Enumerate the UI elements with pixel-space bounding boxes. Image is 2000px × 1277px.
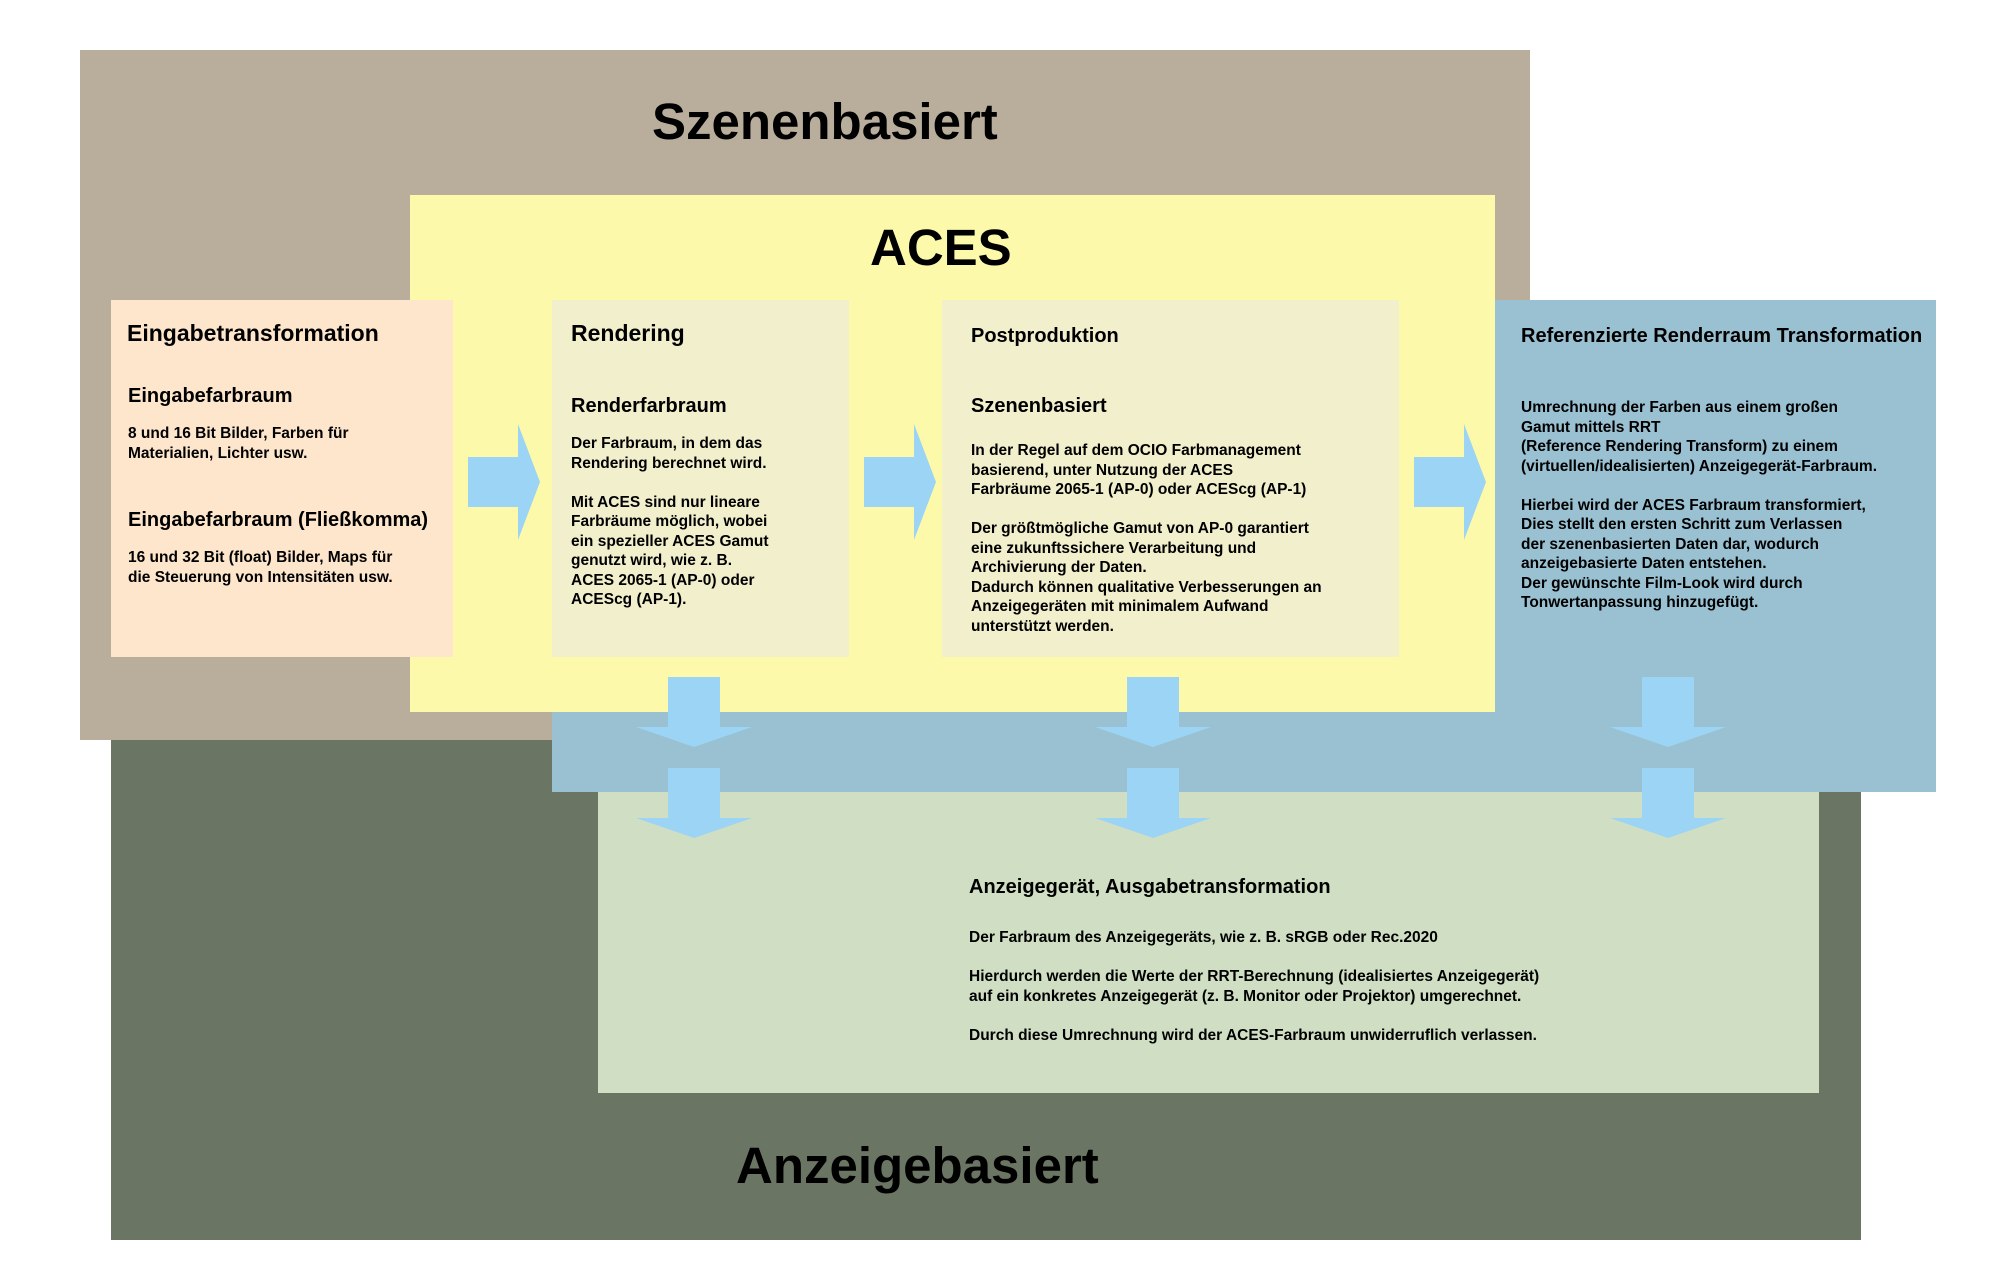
- arrow-right-icon: [468, 424, 540, 540]
- output-transform-text: Der Farbraum des Anzeigegeräts, wie z. B. sRGB oder Rec.2020 Hierdurch werden die Werte der RRT-Berechnung (idealisiertes Anzeigegerät) auf ein konkretes Anzeigegerät (z. B. Monitor oder Projektor) umgerechnet. Durch diese Umrechnung wird der ACES-Farbraum unwiderruflich verlassen.: [969, 929, 1540, 1044]
- arrow-down-icon: [636, 677, 752, 747]
- rrt-band: [552, 712, 1936, 792]
- postproduction-title: Postproduktion: [971, 325, 1119, 347]
- output-transform-title: Anzeigegerät, Ausgabetransformation: [969, 876, 1331, 898]
- input-color-space-text: 8 und 16 Bit Bilder, Farben für Materialien, Lichter usw.: [128, 425, 349, 462]
- input-transform-title: Eingabetransformation: [127, 320, 379, 346]
- rendering-title: Rendering: [571, 320, 685, 346]
- arrow-right-icon: [1414, 424, 1486, 540]
- postproduction-scene-based-title: Szenenbasiert: [971, 395, 1107, 417]
- input-transform-box: [111, 300, 453, 657]
- input-float-color-space-title: Eingabefarbraum (Fließkomma): [128, 509, 429, 531]
- display-based-title: Anzeigebasiert: [736, 1137, 1099, 1194]
- arrow-right-icon: [864, 424, 936, 540]
- rendering-box: [552, 300, 849, 657]
- input-float-color-space-text: 16 und 32 Bit (float) Bilder, Maps für die Steuerung von Intensitäten usw.: [128, 549, 393, 586]
- arrow-down-icon: [636, 768, 752, 838]
- render-color-space-text: Der Farbraum, in dem das Rendering berechnet wird. Mit ACES sind nur lineare Farbräume möglich, wobei ein spezieller ACES Gamut genutzt wird, wie z. B. ACES 2065-1 (AP-0) oder ACEScg (AP-1).: [571, 435, 769, 608]
- arrow-down-icon: [1610, 677, 1726, 747]
- arrow-down-icon: [1095, 768, 1211, 838]
- postproduction-box: [942, 300, 1399, 657]
- input-color-space-title: Eingabefarbraum: [128, 385, 293, 407]
- render-color-space-title: Renderfarbraum: [571, 395, 727, 417]
- rrt-text: Umrechnung der Farben aus einem großen Gamut mittels RRT (Reference Rendering Transform) zu einem (virtuellen/idealisierten) Anzeigegerät-Farbraum. Hierbei wird der ACES Farbraum transformiert, Dies stellt den ersten Schritt zum Verlassen der szenenbasierten Daten dar, wodurch anzeigebasierte Daten entstehen. Der gewünschte Film-Look wird durch Tonwertanpassung hinzugefügt.: [1521, 399, 1878, 611]
- scene-based-title: Szenenbasiert: [652, 93, 998, 150]
- rrt-title: Referenzierte Renderraum Transformation: [1521, 325, 1923, 347]
- rrt-box: [1495, 300, 1936, 712]
- arrow-down-icon: [1610, 768, 1726, 838]
- postproduction-text: In der Regel auf dem OCIO Farbmanagement basierend, unter Nutzung der ACES Farbräume 2065-1 (AP-0) oder ACEScg (AP-1) Der größtmögliche Gamut von AP-0 garantiert eine zukunftssichere Verarbeitung und Archivierung der Daten. Dadurch können qualitative Verbesserungen an Anzeigegeräten mit minimalem Aufwand unterstützt werden.: [971, 442, 1322, 635]
- arrow-down-icon: [1095, 677, 1211, 747]
- aces-title: ACES: [870, 219, 1012, 276]
